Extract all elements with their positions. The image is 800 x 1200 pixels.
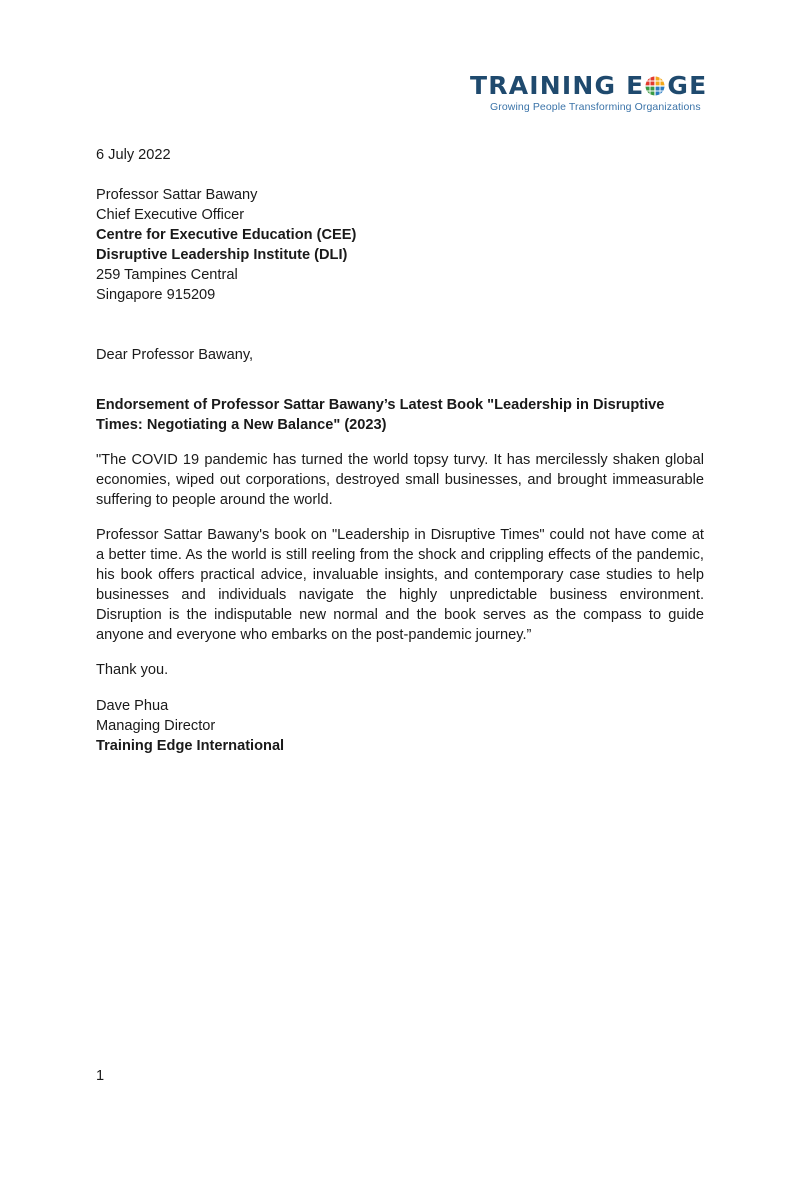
signer-company: Training Edge International [96,738,285,754]
signer-title: Managing Director [96,718,216,734]
paragraph-2: Professor Sattar Bawany's book on "Leadership in Disruptive Times" could not have come at a better time. As the world is still reeling from the shock and crippling effects of the pandemic, his book offers practical advice, invaluable insights, and contemporary case studies to help businesses and individuals navigate the highly unpredictable business environment. Disruption is the indisputable new normal and the book serves as the compass to guide anyone and everyone who embarks on the post-pandemic journey.” [96,527,704,643]
signer-name: Dave Phua [96,698,169,714]
letter-subject: Endorsement of Professor Sattar Bawany’s Latest Book "Leadership in Disruptive Times: Negotiating a New Balance" (2023) [96,397,665,433]
recipient-name: Professor Sattar Bawany [96,187,258,203]
recipient-org-cee: Centre for Executive Education (CEE) [96,227,357,243]
closing: Thank you. [96,662,169,678]
company-logo [470,72,738,118]
logo-wordmark [470,72,738,100]
logo-word-end: GE [667,71,708,100]
recipient-org-dli: Disruptive Leadership Institute (DLI) [96,247,348,263]
logo-word-start: TRAINING E [470,71,645,100]
recipient-city: Singapore 915209 [96,287,216,303]
letter-date: 6 July 2022 [96,147,171,163]
logo-tagline: Growing People Transforming Organizations [490,101,701,113]
recipient-address [96,185,704,305]
signature-block [96,696,704,756]
letter-body [96,145,704,756]
recipient-title: Chief Executive Officer [96,207,245,223]
globe-icon [645,76,665,96]
paragraph-1: "The COVID 19 pandemic has turned the world topsy turvy. It has mercilessly shaken global economies, wiped out corporations, destroyed small businesses, and brought immeasurable suffering to people around the world. [96,452,704,508]
page-number: 1 [96,1068,105,1084]
salutation: Dear Professor Bawany, [96,347,254,363]
recipient-street: 259 Tampines Central [96,267,238,283]
